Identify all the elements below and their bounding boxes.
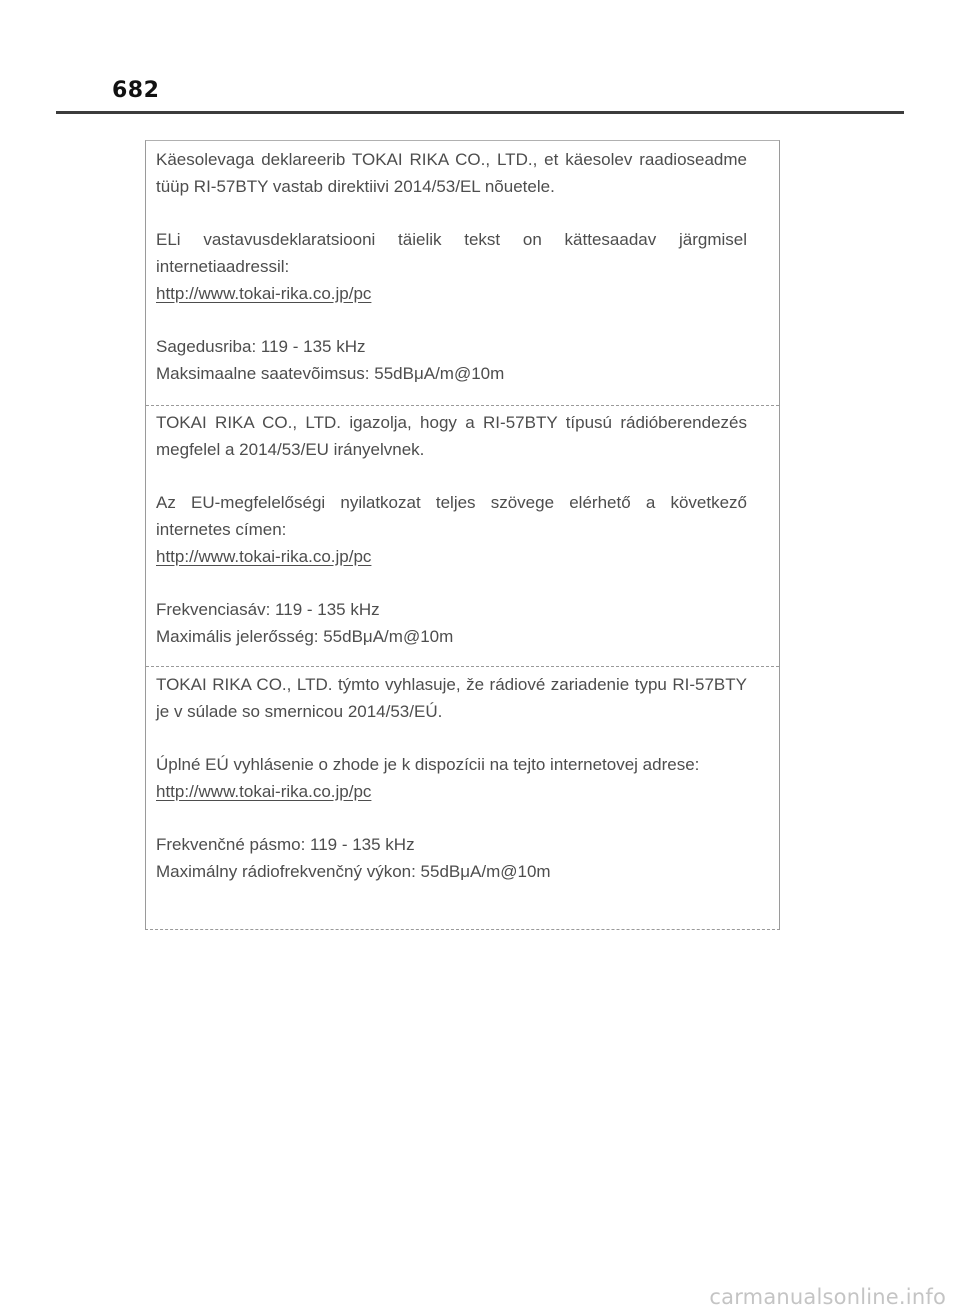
declaration-section-estonian (146, 146, 779, 387)
spacer (156, 570, 747, 596)
spacer (156, 805, 747, 831)
declaration-link[interactable]: http://www.tokai-rika.co.jp/pc (156, 782, 372, 801)
declaration-section-slovak (146, 671, 779, 885)
section-divider (146, 666, 779, 667)
conformity-statement: TOKAI RIKA CO., LTD. igazolja, hogy a RI-57BTY típusú rádióberendezés megfelel a 2014/53/EU irányelvnek. (156, 413, 747, 459)
max-power: Maksimaalne saatevõimsus: 55dBμA/m@10m (156, 364, 505, 383)
frequency-band: Sagedusriba: 119 - 135 kHz (156, 337, 366, 356)
spacer (156, 200, 747, 226)
declaration-link[interactable]: http://www.tokai-rika.co.jp/pc (156, 547, 372, 566)
spacer (156, 307, 747, 333)
max-power: Maximálny rádiofrekvenčný výkon: 55dBμA/m@10m (156, 862, 551, 881)
declaration-section-hungarian (146, 409, 779, 650)
max-power: Maximális jelerősség: 55dBμA/m@10m (156, 627, 454, 646)
header-rule (56, 111, 904, 114)
availability-text: Az EU-megfelelőségi nyilatkozat teljes szövege elérhető a következő internetes címen: (156, 493, 747, 539)
spacer (156, 463, 747, 489)
declaration-link[interactable]: http://www.tokai-rika.co.jp/pc (156, 284, 372, 303)
conformity-statement: TOKAI RIKA CO., LTD. týmto vyhlasuje, že rádiové zariadenie typu RI-57BTY je v súlade so smernicou 2014/53/EÚ. (156, 675, 747, 721)
watermark: carmanualsonline.info (709, 1285, 946, 1309)
availability-text: Úplné EÚ vyhlásenie o zhode je k dispozícii na tejto internetovej adrese: (156, 755, 700, 774)
spacer (156, 725, 747, 751)
section-divider (146, 405, 779, 406)
availability-text: ELi vastavusdeklaratsiooni täielik tekst on kättesaadav järgmisel internetiaadressil: (156, 230, 747, 276)
frequency-band: Frekvenciasáv: 119 - 135 kHz (156, 600, 380, 619)
frequency-band: Frekvenčné pásmo: 119 - 135 kHz (156, 835, 415, 854)
page-number: 682 (112, 78, 160, 103)
conformity-statement: Käesolevaga deklareerib TOKAI RIKA CO., LTD., et käesolev raadioseadme tüüp RI-57BTY vastab direktiivi 2014/53/EL nõuetele. (156, 150, 747, 196)
declaration-box (145, 140, 780, 930)
